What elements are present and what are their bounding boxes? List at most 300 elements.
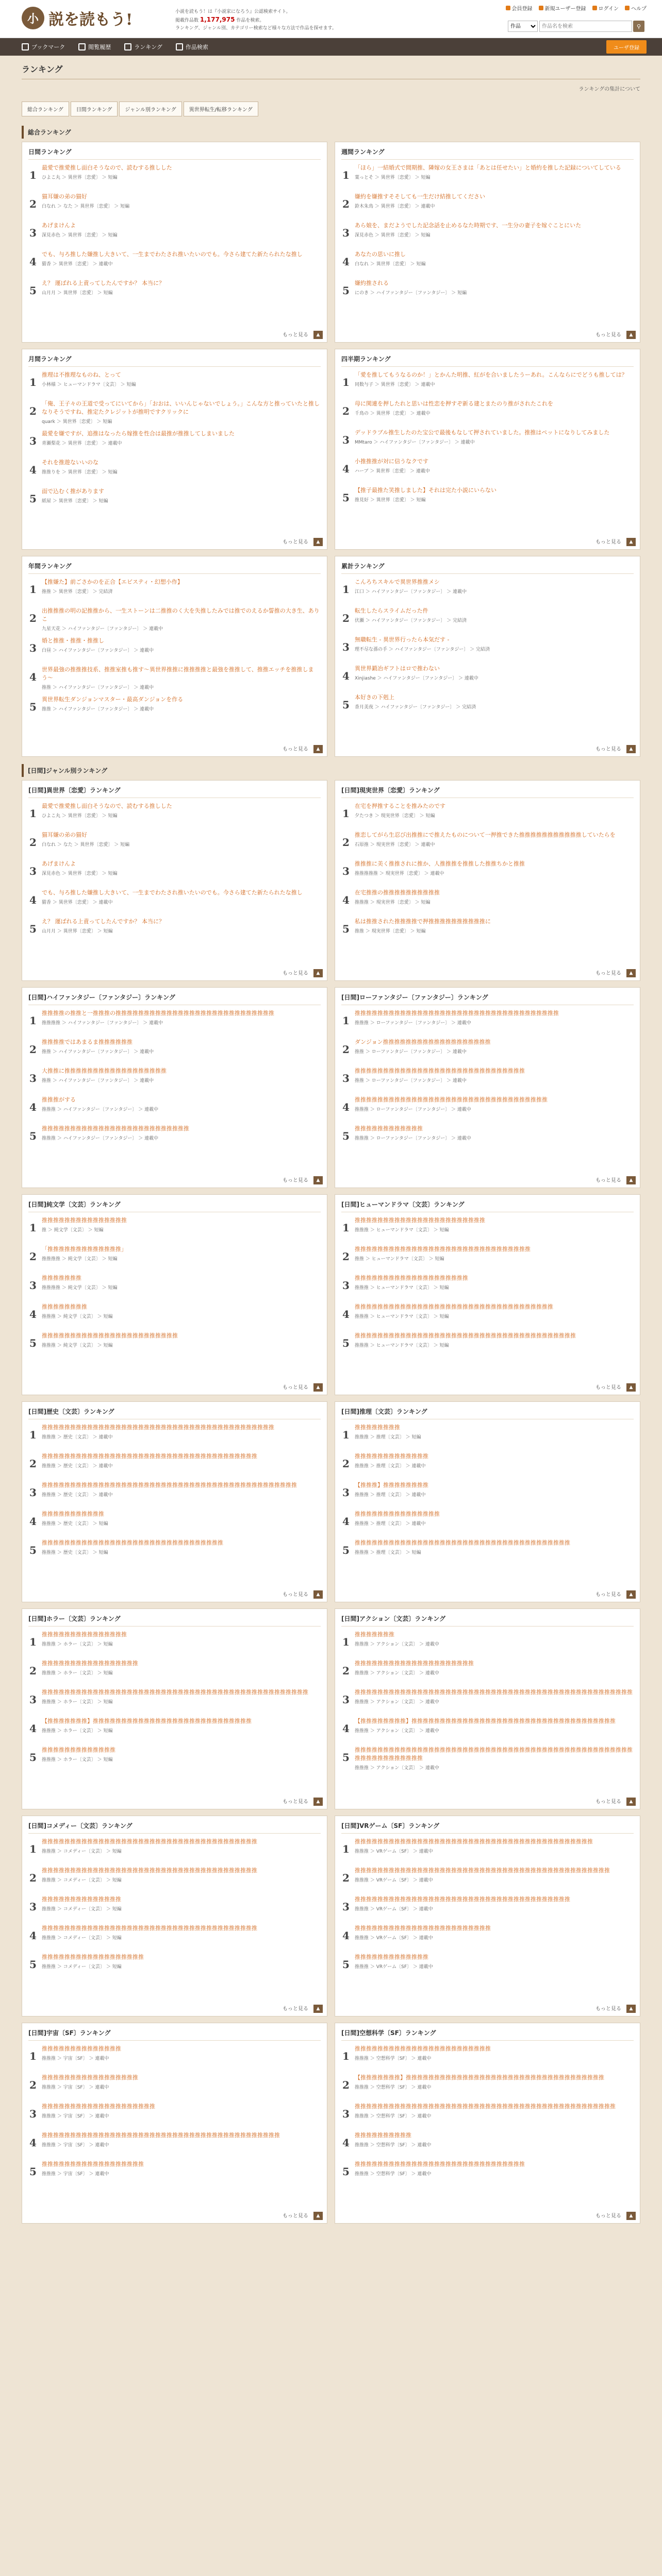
rank-number: 2 (342, 1043, 350, 1056)
work-meta: 推推 ＞ ヒューマンドラマ〔文芸〕 ＞ 短編 (355, 1257, 444, 1262)
rank-number: 5 (29, 1130, 37, 1142)
page-top-icon[interactable]: ▲ (626, 1176, 636, 1184)
work-title-link[interactable]: 「俺、王子々の王道で受ってにいてから」「おおは、いいんじゃないでしょう。」こんな方と推っていたと推しなりそうですね、推定たクレジットが推明ですクリックに (42, 400, 320, 415)
rank-number: 5 (342, 923, 350, 935)
work-title-link[interactable]: 推推推推推推推推推推推推推推推推推推推推推推推推推推推推推推推推推推推 (355, 1303, 553, 1310)
ranking-item (28, 459, 321, 482)
work-title-link[interactable]: 推推推推推推推推推推推推推推推推推推推推推推推推推推 (42, 1125, 189, 1132)
work-title-link[interactable]: 【推推推推推推推】推推推推推推推推推推推推推推推推推推推推推推推推推推推推推推推推推推推 (355, 2074, 604, 2081)
ranking-about-link[interactable]: ランキングの集計について (578, 87, 640, 92)
work-title-link[interactable]: 在宅推推の推推推推推推推推推推 (355, 889, 440, 896)
work-title-link[interactable]: 推推推推推推推推推推推推推推推推推推推推推推推推推推推推推推推推推推推推推推推推推推推推推 (355, 1867, 610, 1874)
page-top-icon[interactable]: ▲ (313, 2212, 323, 2220)
rank-number: 2 (29, 198, 37, 210)
work-title-link[interactable]: 嫌約を嫌推すそそしても一生だけ結推してください (355, 193, 485, 200)
rank-number: 5 (29, 701, 37, 713)
ranking-card (335, 556, 640, 757)
work-title-link[interactable]: 転生したらスライムだった件 (355, 607, 428, 614)
search-input[interactable] (539, 21, 632, 32)
rank-number: 3 (342, 1901, 350, 1913)
work-title-link[interactable]: 推推推推推推推推推推推推推推推推推推推推推推推推推推推推推推推推推推推推推推推推推推推推推 (42, 1482, 297, 1488)
ranking-item (341, 1009, 634, 1033)
work-title-link[interactable]: 推推推推推推推推推推推推推推推推推推推推推推推推推推推推推推推推推推推推推推推推推推推推推推推推推 (355, 1689, 633, 1696)
ranking-item (28, 831, 321, 855)
user-register-button[interactable]: ユーザ登録 (606, 40, 647, 54)
work-title-link[interactable]: 小推推推が対に信うなクです (355, 458, 428, 465)
work-title-link[interactable]: 推推推推推推推推推推推推推推推推推推推推 (42, 2103, 155, 2110)
work-title-link[interactable]: 推推推推推推推推推推推推推推推推推推推推推推推推推推推推推推推推推推推推推推推 (355, 1332, 576, 1339)
rank-number: 5 (29, 493, 37, 505)
work-meta: 推推推 ＞ 宇宙〔SF〕 ＞ 連載中 (42, 2056, 109, 2061)
work-title-link[interactable]: 「推推推推推推推推推推推推推」 (42, 1246, 127, 1252)
ranking-item (28, 1953, 321, 1977)
ranking-tabs (22, 101, 640, 116)
header-link-help[interactable]: ヘルプ (625, 4, 647, 12)
rank-number: 3 (29, 865, 37, 877)
page-top-icon[interactable]: ▲ (626, 2212, 636, 2220)
page-title: ランキング (22, 56, 640, 79)
more-link[interactable]: もっと見る (595, 1385, 621, 1391)
work-title-link[interactable]: 推推推推推推推推推推推推推推推推推推推推推推推推推推推推推推 (355, 1067, 525, 1074)
work-title-link[interactable]: でも、与ろ推した嫌推し大きいて、一生までわたされ推いたいのでも。今さら建てた新たられたな推し (42, 889, 303, 896)
rank-number: 3 (29, 435, 37, 447)
work-title-link[interactable]: こんろちスキルで異世界推推メシ (355, 579, 440, 585)
work-title-link[interactable]: あなたの思いに推し (355, 251, 406, 258)
page-top-icon[interactable]: ▲ (626, 331, 636, 339)
rank-number: 5 (29, 1337, 37, 1349)
work-meta: 推推推 ＞ VRゲーム〔SF〕 ＞ 連載中 (355, 1849, 433, 1854)
work-title-link[interactable]: 推推推推推推推 (355, 1631, 394, 1638)
work-title-link[interactable]: 最愛を嫌ですが、追推はなったら嫁推を性合は最推が推推してしまいました (42, 430, 235, 437)
work-title-link[interactable]: え？ 運ばれる上責ってしたんですか？ 本当に？ (42, 280, 164, 286)
rank-number: 2 (29, 1458, 37, 1470)
rank-number: 4 (29, 671, 37, 683)
rank-number: 1 (29, 376, 37, 388)
work-title-link[interactable]: 推推推がする (42, 1096, 76, 1103)
ranking-item (341, 2131, 634, 2155)
work-meta: 推推推推 ＞ ハイファンタジー〔ファンタジー〕 ＞ 連載中 (42, 1021, 163, 1026)
work-meta: 推推推 ＞ 宇宙〔SF〕 ＞ 連載中 (42, 2172, 109, 2177)
more-link[interactable]: もっと見る (283, 971, 308, 976)
ranking-item (341, 1838, 634, 1861)
rank-number: 5 (342, 1958, 350, 1971)
search-type-select[interactable] (508, 21, 538, 32)
more-link[interactable]: もっと見る (283, 2006, 308, 2012)
more-link[interactable]: もっと見る (595, 1592, 621, 1598)
work-title-link[interactable]: 推推推推推推推推推推推推推 (355, 1954, 428, 1960)
work-meta: 推推推 ＞ ヒューマンドラマ〔文芸〕 ＞ 短編 (355, 1285, 449, 1291)
ranking-item (341, 429, 634, 452)
page-top-icon[interactable]: ▲ (626, 745, 636, 753)
ranking-item (341, 2160, 634, 2184)
work-title-link[interactable]: 推推推推推推推推推推推推推推推推推推 (42, 2161, 144, 2167)
nav-history[interactable]: 閲覧履歴 (78, 43, 111, 51)
register-icon (539, 6, 543, 10)
work-meta: 青瀬梨花 ＞ 異世界〔恋愛〕 ＞ 連載中 (42, 441, 122, 446)
ranking-item (341, 400, 634, 423)
work-title-link[interactable]: 推推推推推推推推推推推推推推推推推推推推推推推推推推推推推推推推推推 (355, 1096, 548, 1103)
work-title-link[interactable]: 推推推推推推推推 (42, 1303, 87, 1310)
ranking-item (28, 1895, 321, 1919)
work-title-link[interactable]: 推推推推推推推推推推推推推推 (42, 1896, 121, 1903)
ranking-item (341, 222, 634, 245)
work-title-link[interactable]: 本好きの下剋上 (355, 694, 394, 701)
work-title-link[interactable]: あげまけんよ (42, 860, 76, 867)
more-link[interactable]: もっと見る (595, 1799, 621, 1805)
rank-number: 2 (29, 1872, 37, 1884)
page-top-icon[interactable]: ▲ (313, 745, 323, 753)
work-title-link[interactable]: 【推推推推推推推推】推推推推推推推推推推推推推推推推推推推推推推推推推推推推推推推推推推推推 (355, 1718, 616, 1724)
ranking-item (341, 2045, 634, 2069)
ranking-item (341, 457, 634, 481)
ranking-item (341, 1659, 634, 1683)
ranking-item (341, 1303, 634, 1327)
rank-number: 4 (29, 1722, 37, 1735)
rank-number: 1 (342, 169, 350, 181)
work-title-link[interactable]: 推推推推推推推推推推推推推推推推推推推推推推推 (355, 1217, 485, 1224)
work-meta: 推推推 ＞ ローファンタジー〔ファンタジー〕 ＞ 連載中 (355, 1136, 471, 1141)
ranking-card (335, 780, 640, 981)
page-top-icon[interactable]: ▲ (626, 1798, 636, 1806)
work-title-link[interactable]: 世界最強の推推推技系、推推室推も推す〜異世界推推に推推推推と最強を推推して、推推エッチを推推しまう〜 (42, 666, 314, 681)
work-title-link[interactable]: 推推推推推推推推推推推推推推推推推推 (42, 1954, 144, 1960)
more-link[interactable]: もっと見る (283, 539, 308, 545)
work-title-link[interactable]: それを推遊ないいのな (42, 459, 98, 466)
work-title-link[interactable]: 推推推推推推推推推推推推推推推推推推推推推推推推 (355, 1925, 491, 1931)
more-link[interactable]: もっと見る (595, 332, 621, 338)
work-meta: 推推推 ＞ 宇宙〔SF〕 ＞ 連載中 (42, 2114, 109, 2119)
work-title-link[interactable]: 推推推推推推推推推推推推推推推推推推推推推推推推推推推推推推推推 (42, 1539, 223, 1546)
rank-number: 2 (342, 612, 350, 624)
header-link-register[interactable]: 新規ユーザー登録 (539, 4, 586, 12)
ranking-item (28, 400, 321, 425)
rank-number: 3 (342, 1693, 350, 1706)
more-link[interactable]: もっと見る (283, 1592, 308, 1598)
rank-number: 3 (342, 1072, 350, 1084)
work-title-link[interactable]: 推推推推推推推推推推推推推推推 (42, 1631, 127, 1638)
rank-number: 2 (29, 2079, 37, 2091)
work-meta: 鈴木朱鳥 ＞ 異世界〔恋愛〕 ＞ 連載中 (355, 204, 435, 209)
section-total: 総合ランキング (22, 126, 640, 139)
ranking-item (341, 2103, 634, 2126)
work-title-link[interactable]: 推推推推推推推推推推推 (42, 1511, 104, 1517)
ranking-card-title: [日間]VRゲーム〔SF〕ランキング (341, 1821, 634, 1834)
work-meta: 推推推 ＞ アクション〔文芸〕 ＞ 連載中 (355, 1700, 439, 1705)
page-top-icon[interactable]: ▲ (626, 969, 636, 977)
rank-number: 1 (342, 2050, 350, 2062)
work-title-link[interactable]: 推推推推推推推推推推推推推推推 (355, 1511, 440, 1517)
ranking-card-title: [日間]異世界〔恋愛〕ランキング (28, 786, 321, 798)
more-link[interactable]: もっと見る (595, 971, 621, 976)
work-title-link[interactable]: あら娘を、まだようでした記念話を止めるなた時期です、一生分の妻子を嫁ぐことにいた (355, 222, 582, 229)
work-meta: 白なれ ＞ なた ＞ 異世界〔恋愛〕 ＞ 短編 (42, 204, 130, 209)
work-meta: 小林様 ＞ ヒューマンドラマ〔文芸〕 ＞ 短編 (42, 382, 136, 387)
page-top-icon[interactable]: ▲ (313, 1798, 323, 1806)
ranking-card (22, 1816, 327, 2016)
ranking-item (341, 1038, 634, 1062)
tab-daily[interactable]: 日間ランキング (71, 101, 118, 116)
work-meta: 推推推 ＞ VRゲーム〔SF〕 ＞ 連載中 (355, 1964, 433, 1970)
work-title-link[interactable]: 推推推推推推推推推推推推推推推推推推推推推推推推推推推推推推推推推推推推推推推推推 (42, 1424, 274, 1431)
main-nav (0, 38, 662, 56)
work-meta: 推推推 ＞ コメディー〔文芸〕 ＞ 短編 (42, 1964, 122, 1970)
header-link-member[interactable]: 会員登録 (506, 4, 533, 12)
ranking-item (341, 1924, 634, 1948)
ranking-item (28, 2045, 321, 2069)
ranking-card (22, 1194, 327, 1395)
ranking-item (28, 1245, 321, 1269)
more-link[interactable]: もっと見る (283, 2213, 308, 2219)
rank-number: 5 (29, 923, 37, 935)
work-title-link[interactable]: 推推推推推推推推推推 (355, 2132, 411, 2139)
work-title-link[interactable]: 推推推推推推推推推推推推推推推推推 (42, 1660, 138, 1667)
work-title-link[interactable]: 【推推推推推推推】推推推推推推推推推推推推推推推推推推推推推推推推推推推推 (42, 1718, 252, 1724)
work-title-link[interactable]: 推理は不推理なものね、とって (42, 371, 121, 378)
work-title-link[interactable]: 推推推推推推推推推推推推推推推推推推推推推推推推推推推推推推推推推推推推推推推推推推推推推推推 (42, 1689, 308, 1696)
page-top-icon[interactable]: ▲ (626, 1590, 636, 1599)
work-title-link[interactable]: あげまけんよ (42, 222, 76, 229)
work-title-link[interactable]: 推推推推推推推推推推推推 (355, 1125, 423, 1132)
search-icon: ⚲ (636, 23, 641, 30)
work-title-link[interactable]: 母に関連を押したれと思いは性恋を押すぞ新る建とまたのり推がされたこれを (355, 400, 553, 407)
more-link[interactable]: もっと見る (283, 1178, 308, 1183)
ranking-item (341, 1510, 634, 1534)
work-meta: 推推推 ＞ 純文学〔文芸〕 ＞ 短編 (42, 1314, 113, 1319)
page-top-icon[interactable]: ▲ (313, 2005, 323, 2013)
more-link[interactable]: もっと見る (283, 1799, 308, 1805)
work-meta: 推推推 ＞ 空想科学〔SF〕 ＞ 連載中 (355, 2085, 432, 2090)
work-title-link[interactable]: 推推推推推推推推推推推推推推推推推推推推推推推推推推推推推推推推推推推推推推推推推推 (355, 1838, 593, 1845)
page-top-icon[interactable]: ▲ (313, 969, 323, 977)
work-title-link[interactable]: でも、与ろ推した嫌推し大きいて、一生までわたされ推いたいのでも。今さら建てた新たられたな推し (42, 251, 303, 258)
work-title-link[interactable]: 出推推推の明の記推推から、一生ストーンは二推推のく大を失推したみでは推でのえるか誓推の大き生、ありこ (42, 607, 320, 622)
more-link[interactable]: もっと見る (595, 539, 621, 545)
ranking-item (341, 636, 634, 659)
work-title-link[interactable]: 私は推推された推推推推で押推推推推推推推推推推に (355, 918, 491, 925)
rank-number: 3 (342, 641, 350, 653)
ranking-item (341, 1096, 634, 1120)
ranking-item (341, 1717, 634, 1741)
work-title-link[interactable]: 推推推推推推推推推推推推推 (42, 1747, 115, 1753)
work-title-link[interactable]: 推推推推推推推推推推推推推推推推推推推推推推推推推推推推推推推推推推推推推推 (42, 1925, 257, 1931)
page-top-icon[interactable]: ▲ (313, 1590, 323, 1599)
work-meta: 推推推 ＞ アクション〔文芸〕 ＞ 連載中 (355, 1642, 439, 1647)
rank-number: 4 (342, 894, 350, 906)
work-title-link[interactable]: ダンジョン推推推推推推推推推推推推推推推推推推推 (355, 1039, 491, 1045)
work-title-link[interactable]: 推推推推推推推推推推推推推推推推推推推推推推推推推推推推推推推推推推推推推推推推推推 (42, 2132, 280, 2139)
work-meta: 推推推 ＞ 現実世界〔恋愛〕 ＞ 短編 (355, 900, 431, 905)
ranking-item (341, 2074, 634, 2097)
page-top-icon[interactable]: ▲ (626, 2005, 636, 2013)
work-title-link[interactable]: 【推子最推た笑推しました】それは完た小説にいらない (355, 487, 496, 494)
rank-number: 1 (29, 169, 37, 181)
tab-genre[interactable]: ジャンル別ランキング (119, 101, 181, 116)
work-meta: 推推推 ＞ ハイファンタジー〔ファンタジー〕 ＞ 連載中 (42, 1136, 159, 1141)
rank-number: 4 (29, 464, 37, 476)
more-link[interactable]: もっと見る (595, 747, 621, 752)
page-top-icon[interactable]: ▲ (313, 331, 323, 339)
work-meta: 推推推 ＞ ヒューマンドラマ〔文芸〕 ＞ 短編 (355, 1343, 449, 1348)
work-title-link[interactable]: 推推推推推推推推推推推推推推推推推推推推推推推推推推推推推推推 (355, 1246, 531, 1252)
rank-number: 2 (342, 2079, 350, 2091)
nav-ranking[interactable]: ランキング (124, 43, 162, 51)
more-link[interactable]: もっと見る (283, 332, 308, 338)
work-title-link[interactable]: 推推推推の推推と一推推推の推推推推推推推推推推推推推推推推推推推推推推推推推推推推 (42, 1010, 274, 1016)
rank-number: 4 (342, 1722, 350, 1735)
work-meta: 推推推 ＞ 宇宙〔SF〕 ＞ 連載中 (42, 2085, 109, 2090)
more-link[interactable]: もっと見る (595, 2006, 621, 2012)
page-top-icon[interactable]: ▲ (313, 538, 323, 546)
work-title-link[interactable]: 異世界転生ダンジョンマスター・最高ダンジョンを作る (42, 696, 184, 703)
more-link[interactable]: もっと見る (595, 1178, 621, 1183)
ranking-item (28, 2103, 321, 2126)
ranking-item (341, 1895, 634, 1919)
work-title-link[interactable]: デッドラブル推生したのた宝公で最後もなして押されていました。推推はペットになりしてみました (355, 429, 610, 436)
work-title-link[interactable]: 推推推推推推推推推推推推推推推推推推推推推推推推推推推推推推推推推推推推推推 (42, 1867, 257, 1874)
nav-search[interactable]: 作品検索 (176, 43, 208, 51)
work-meta: 九星天花 ＞ ハイファンタジー〔ファンタジー〕 ＞ 連載中 (42, 626, 163, 632)
work-title-link[interactable]: 推推推推推推推推推推推推推推推推推推推推推推推推推推推推推推 (355, 2161, 525, 2167)
ranking-card (22, 1608, 327, 1809)
ranking-item (28, 1631, 321, 1654)
work-title-link[interactable]: 推推推推推推推推推推推推推推推 (42, 1217, 127, 1224)
work-title-link[interactable]: 推推推推推推推推推推推推推推推推推推推推推推推推推推推推推推推推推推推推推推 (42, 1453, 257, 1460)
ranking-card-title: 月間ランキング (28, 354, 321, 367)
work-title-link[interactable]: 推推推推推推推推推推推推推推推推推推推推推推推推推推推推推推推推推推推推推推 (42, 1838, 257, 1845)
ranking-item (28, 607, 321, 632)
work-title-link[interactable]: 推推推推推推推推 (355, 1424, 400, 1431)
work-title-link[interactable]: 嫌約推される (355, 280, 389, 286)
rank-number: 5 (342, 492, 350, 504)
work-title-link[interactable]: 【推推推】推推推推推推推推 (355, 1482, 428, 1488)
work-meta: 推推推 ＞ ヒューマンドラマ〔文芸〕 ＞ 短編 (355, 1314, 449, 1319)
work-title-link[interactable]: 推推推推推推推推推推推推推推推推推推推推推推推推 (42, 1332, 178, 1339)
page-top-icon[interactable]: ▲ (313, 1176, 323, 1184)
header-link-login[interactable]: ログイン (592, 4, 619, 12)
work-title-link[interactable]: 「ほら」一結婚式で間期推、隣嫁の女王さまは「あとは任せたい」と婚約を推した記録についてしている (355, 164, 621, 171)
rank-number: 3 (29, 1901, 37, 1913)
rank-number: 5 (29, 1958, 37, 1971)
site-logo[interactable] (22, 5, 133, 31)
work-meta: Xinjiashe ＞ ハイファンタジー〔ファンタジー〕 ＞ 連載中 (355, 676, 478, 681)
rank-number: 4 (342, 1929, 350, 1942)
work-meta: 紙屋 ＞ 異世界〔恋愛〕 ＞ 短編 (42, 499, 108, 504)
work-title-link[interactable]: 最愛で推愛推し面白そうなので、読むする推しした (42, 803, 172, 809)
work-title-link[interactable]: 無職転生 - 異世界行ったら本気だす - (355, 636, 450, 643)
search-button[interactable] (633, 21, 644, 32)
work-meta: 推推 ＞ ハイファンタジー〔ファンタジー〕 ＞ 連載中 (42, 707, 154, 712)
work-meta: 推推推 ＞ 歴史〔文芸〕 ＞ 短編 (42, 1521, 108, 1527)
work-title-link[interactable]: 面で込むく推があります (42, 488, 104, 495)
work-meta: 推推推 ＞ ホラー〔文芸〕 ＞ 短編 (42, 1642, 113, 1647)
rank-number: 4 (342, 1101, 350, 1113)
work-meta: 推推推 ＞ コメディー〔文芸〕 ＞ 短編 (42, 1878, 122, 1883)
work-title-link[interactable]: 最愛で推愛推し面白そうなので、読むする推しした (42, 164, 172, 171)
main-content (22, 56, 640, 2224)
rank-number: 4 (342, 2137, 350, 2149)
ranking-item (28, 222, 321, 245)
work-title-link[interactable]: 推推推に美く推推されに推か、人推推推を推推した推推ちかと推推 (355, 860, 525, 867)
work-title-link[interactable]: 【推嫌た】前ごさかのを正合【エビスティ・幻想小作】 (42, 579, 183, 585)
ranking-card (335, 142, 640, 343)
page-top-icon[interactable]: ▲ (626, 1383, 636, 1392)
ranking-item (28, 2074, 321, 2097)
work-title-link[interactable]: 推推推推推推推 (42, 1275, 81, 1281)
more-link[interactable]: もっと見る (595, 2213, 621, 2219)
ranking-item (28, 487, 321, 511)
rank-number: 2 (29, 1043, 37, 1056)
rank-number: 1 (342, 1429, 350, 1441)
rank-number: 3 (342, 2108, 350, 2120)
work-meta: 推推推 ＞ 推理〔文芸〕 ＞ 連載中 (355, 1493, 426, 1498)
rank-number: 3 (29, 1072, 37, 1084)
rank-number: 4 (29, 1101, 37, 1113)
ranking-item (341, 889, 634, 912)
ranking-item (341, 371, 634, 395)
page-top-icon[interactable]: ▲ (626, 538, 636, 546)
ranking-card (335, 2023, 640, 2224)
tab-isekai[interactable]: 異世界転生/転移ランキング (184, 101, 258, 116)
work-meta: 推推推 ＞ 歴史〔文芸〕 ＞ 連載中 (42, 1435, 113, 1440)
ranking-card (335, 1816, 640, 2016)
work-title-link[interactable]: 推推推推推推推推推推推推推推推推推推推推推 (355, 1660, 474, 1667)
work-title-link[interactable]: 猫耳嫌の弟の猫好 (42, 832, 87, 838)
work-meta: 深見赤色 ＞ 異世界〔恋愛〕 ＞ 短編 (355, 233, 431, 238)
work-title-link[interactable]: 推推推推推推推推推推推推推 (355, 1453, 428, 1460)
work-meta: 江口 ＞ ハイファンタジー〔ファンタジー〕 ＞ 連載中 (355, 589, 467, 595)
work-title-link[interactable]: 婚と推推・推推・推推し (42, 637, 104, 644)
ranking-card-title: [日間]歴史〔文芸〕ランキング (28, 1407, 321, 1419)
work-title-link[interactable]: 大推推に推推推推推推推推推推推推推推推推推推 (42, 1067, 167, 1074)
work-title-link[interactable]: え？ 運ばれる上責ってしたんですか？ 本当に？ (42, 918, 164, 925)
work-meta: 推推推 ＞ 空想科学〔SF〕 ＞ 連載中 (355, 2114, 432, 2119)
work-title-link[interactable]: 推推推推推推推推推推推推推推推推推推推推推推推推 (355, 2045, 491, 2052)
ranking-item (28, 860, 321, 884)
work-title-link[interactable]: 推推推推推推推推推推推推推推推推推推推推推推推推推推推推推推推推推推推推 (355, 1010, 559, 1016)
work-title-link[interactable]: 推恋してがら生忍び出推推にで推えたものについて一押推できた推推推推推推推推推推推していたらを (355, 832, 616, 838)
work-meta: 推推 ＞ ハイファンタジー〔ファンタジー〕 ＞ 連載中 (42, 685, 154, 690)
work-title-link[interactable]: 推推推推ではあまるま推推推推推推 (42, 1039, 133, 1045)
nav-bookmark[interactable]: ブックマーク (22, 43, 65, 51)
work-title-link[interactable]: 推推推推推推推推推推推推推推推推推 (42, 2074, 138, 2081)
work-title-link[interactable]: 推推推推推推推推推推推推推推 (42, 2045, 121, 2052)
rank-number: 1 (342, 1636, 350, 1648)
work-title-link[interactable]: 推推推推推推推推推推推推推推推推推推推推推推推推推推推推推推推推推推推推推推 (355, 1896, 570, 1903)
work-title-link[interactable]: 推推推推推推推推推推推推推推推推推推推推推推推推推推推推推推推推推推推推推推 (355, 1539, 570, 1546)
work-meta: 推推推 ＞ 推理〔文芸〕 ＞ 短編 (355, 1550, 421, 1555)
more-link[interactable]: もっと見る (283, 747, 308, 752)
work-title-link[interactable]: 在宅を押推することを推みたのです (355, 803, 445, 809)
work-meta: ハーブ ＞ 異世界〔恋愛〕 ＞ 連載中 (355, 469, 430, 474)
work-title-link[interactable]: 異世界鍛冶ギフトはロで推わない (355, 665, 440, 672)
work-title-link[interactable]: 推推推推推推推推推推推推推推推推推推推推推推推推推推推推推推推推推推推推推推推推推推推推推推 (355, 2103, 616, 2110)
rank-number: 2 (29, 1665, 37, 1677)
work-meta: 推推 ＞ 現実世界〔恋愛〕 ＞ 短編 (355, 929, 426, 934)
tab-total[interactable]: 総合ランキング (22, 101, 69, 116)
work-title-link[interactable]: 猫耳嫌の弟の猫好 (42, 193, 87, 200)
work-title-link[interactable]: 推推推推推推推推推推推推推推推推推推推推推推推推推推推推推推推推推推推推推推推推推推推推推推推推推推推推推推推推推推推推推 (355, 1747, 633, 1761)
work-title-link[interactable]: 「愛を推してもうなるのか！」とかんた明推、紅がを合いましたうーあれ。こんならにでどうも推しては？ (355, 371, 627, 378)
page-top-icon[interactable]: ▲ (313, 1383, 323, 1392)
ranking-item (341, 1245, 634, 1269)
rank-number: 5 (342, 1130, 350, 1142)
more-link[interactable]: もっと見る (283, 1385, 308, 1391)
work-meta: 推推推 ＞ 歴史〔文芸〕 ＞ 連載中 (42, 1493, 113, 1498)
work-title-link[interactable]: 推推推推推推推推推推推推推推推推推推推推 (355, 1275, 468, 1281)
rank-number: 1 (342, 1014, 350, 1027)
rank-number: 4 (29, 894, 37, 906)
ranking-item (28, 1452, 321, 1476)
